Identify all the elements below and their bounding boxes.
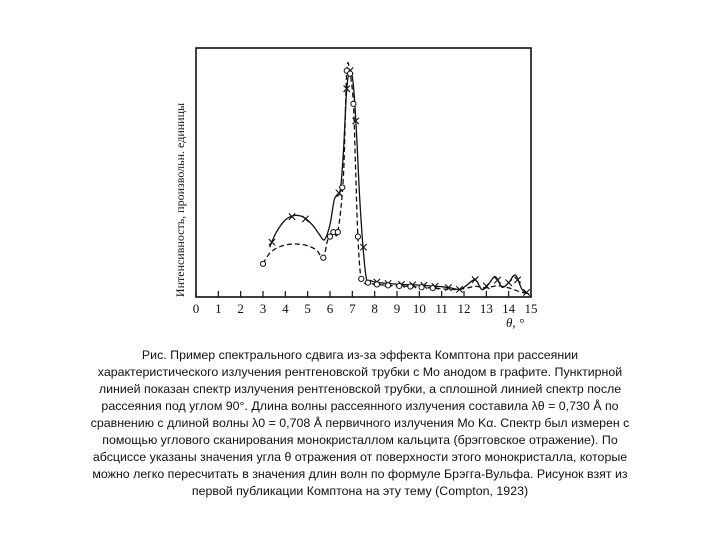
circle-marker (408, 284, 413, 289)
circle-marker (321, 255, 326, 260)
x-tick-label: 10 (412, 301, 426, 316)
circle-marker (365, 280, 370, 285)
x-tick-label: 3 (259, 301, 267, 316)
x-tick-label: 6 (326, 301, 334, 316)
circle-marker (397, 283, 402, 288)
caption-line: рассеяния под углом 90°. Длина волны рассеянного излучения составила λθ = 0,730 Å по (101, 399, 619, 413)
circle-marker (430, 285, 435, 290)
cross-marker (269, 239, 275, 245)
cross-marker (505, 279, 511, 285)
x-tick-label: 4 (282, 301, 289, 316)
circle-marker (348, 71, 353, 76)
caption-line: абсциссе указаны значения угла θ отражения от поверхности этого монокристалла, которые (92, 450, 628, 464)
x-tick-label: 14 (502, 301, 516, 316)
x-tick-label: 13 (479, 301, 493, 316)
circle-marker (385, 283, 390, 288)
circle-marker (335, 230, 340, 235)
caption-line: характеристического излучения рентгеновской трубки с Mo анодом в графите. Пунктирной (97, 365, 623, 379)
x-tick-label: 8 (371, 301, 378, 316)
caption-line: первой публикации Комптона на эту тему (Compton, 1923) (191, 484, 529, 498)
x-tick-label: 1 (215, 301, 222, 316)
x-tick-label: 12 (457, 301, 471, 316)
circle-marker (260, 261, 265, 266)
caption-line: сравнению с длиной волны λ0 = 0,708 Å первичного излучения Mo Kα. Спектр был измерен с (90, 416, 630, 430)
solid-series-line (270, 71, 529, 294)
caption-line: линией показан спектр излучения рентгеновской трубки, а сплошной линией спектр после (98, 382, 622, 396)
caption-line: можно легко пересчитать в значения длин волн по формуле Брэгга-Вульфа. Рисунок взят из (92, 467, 628, 481)
circle-marker (327, 234, 332, 239)
x-tick-label: 11 (435, 301, 448, 316)
caption-line: помощью углового сканирования монокристаллом кальцита (брэгговское отражение). По (102, 433, 618, 447)
x-tick-label: 0 (192, 301, 200, 316)
x-tick-label: 9 (393, 301, 401, 316)
x-axis-label: θ, ° (506, 315, 525, 330)
cross-marker (302, 216, 308, 222)
y-axis-label: Интенсивность, произвольн. единицы (173, 102, 187, 298)
circle-marker (419, 285, 424, 290)
x-tick-label: 15 (524, 301, 538, 316)
cross-marker (494, 277, 500, 283)
caption-line: Рис. Пример спектрального сдвига из-за эффекта Комптона при рассеянии (141, 348, 579, 362)
chart-area (150, 30, 570, 340)
dashed-series-line (263, 63, 529, 294)
circle-marker (359, 276, 364, 281)
circle-marker (355, 234, 360, 239)
x-tick-label: 7 (349, 301, 356, 316)
circle-marker (374, 282, 379, 287)
x-tick-label: 5 (304, 301, 311, 316)
circle-marker (340, 185, 345, 190)
figure-caption (80, 347, 640, 500)
x-tick-label: 2 (237, 301, 244, 316)
circle-marker (351, 101, 356, 106)
compton-spectrum-chart (150, 30, 570, 340)
